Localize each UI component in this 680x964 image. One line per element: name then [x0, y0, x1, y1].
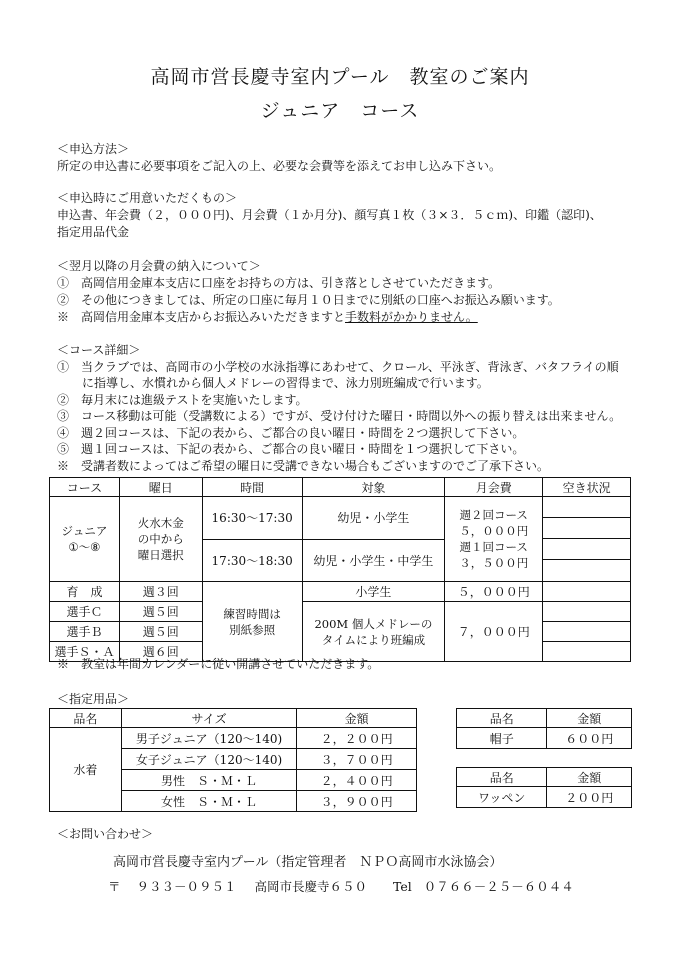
- junior-target-1: 幼児・小学生: [302, 497, 445, 540]
- tel-number: ０７６６－２５－６０４４: [423, 879, 574, 894]
- apply-heading: ＜申込方法＞: [57, 142, 130, 156]
- schedule-header-time: 時間: [202, 478, 302, 497]
- swimsuit-size: 女子ジュニア（120～140): [121, 749, 297, 770]
- page-title: 高岡市営長慶寺室内プール 教室のご案内: [150, 66, 530, 88]
- apply-text: 所定の申込書に必要事項をご記入の上、必要な会費等を添えてお申し込み下さい。: [57, 159, 502, 173]
- availability-cell: [543, 622, 631, 642]
- swimsuit-category: 水着: [50, 728, 122, 812]
- junior-course-cell: ジュニア ①～⑧: [50, 497, 120, 582]
- payment-note-underlined: 手数料がかかりません。: [345, 310, 478, 324]
- apply-section: [57, 141, 501, 175]
- senshu-c-days: 週５回: [119, 602, 202, 622]
- course-note: ※ 受講者数によってはご希望の曜日に受講できない場合もございますのでご了承下さい。: [57, 458, 550, 473]
- swimsuit-price: ２，２００円: [297, 728, 417, 749]
- course-section: [57, 342, 621, 474]
- contact-name: 高岡市営長慶寺室内プール（指定管理者 ＮＰＯ高岡市水泳協会）: [113, 855, 503, 870]
- payment-section: [57, 258, 560, 326]
- address: 高岡市長慶寺６５０: [254, 879, 368, 894]
- availability-cell: [543, 497, 631, 582]
- ikusei-fee: ５，０００円: [445, 582, 543, 602]
- senshu-target: 200M 個人メドレーの タイムにより班編成: [302, 602, 445, 662]
- swimsuit-price: ２，４００円: [297, 770, 417, 791]
- cap-header-name: 品名: [457, 709, 547, 728]
- goods-header-size: サイズ: [121, 709, 297, 728]
- junior-time-1: 16:30～17:30: [202, 497, 302, 540]
- swimsuit-size: 男子ジュニア（120～140): [121, 728, 297, 749]
- swimsuit-table: [49, 708, 417, 812]
- course-heading: ＜コース詳細＞: [57, 343, 141, 357]
- senshu-c-course: 選手Ｃ: [50, 602, 120, 622]
- availability-cell: [543, 602, 631, 622]
- postal-mark: 〒: [108, 879, 121, 894]
- prepare-section: [57, 190, 602, 241]
- patch-name: ワッペン: [457, 787, 547, 808]
- patch-table: [456, 767, 632, 808]
- prepare-line-2: 指定用品代金: [57, 225, 130, 239]
- schedule-header-days: 曜日: [119, 478, 202, 497]
- practice-time-cell: 練習時間は 別紙参照: [202, 582, 302, 662]
- goods-header-name: 品名: [50, 709, 122, 728]
- junior-days-cell: 火水木金 の中から 曜日選択: [119, 497, 202, 582]
- cap-header-price: 金額: [547, 709, 632, 728]
- senshu-sa-days: 週６回: [119, 642, 202, 662]
- course-item-3: ③ コース移動は可能（受講数による）ですが、受け付けた曜日・時間以外への振り替えは出来ません。: [57, 409, 622, 423]
- availability-cell: [543, 582, 631, 602]
- contact-address-line: [108, 877, 574, 895]
- payment-item-2: ② その他につきましては、所定の口座に毎月１０日までに別紙の口座へお振込み願います。: [57, 293, 560, 307]
- schedule-footnote: ※ 教室は年間カレンダーに従い開講させていただきます。: [57, 657, 380, 671]
- patch-price: ２００円: [547, 787, 632, 808]
- schedule-header-fee: 月会費: [445, 478, 543, 497]
- postal-code: ９３３－０９５１: [136, 879, 237, 894]
- course-item-4: ④ 週２回コースは、下記の表から、ご都合の良い曜日・時間を２つ選択して下さい。: [57, 425, 525, 440]
- course-item-1-cont: に指導し、水慣れから個人メドレーの習得まで、泳力別班編成で行います。: [82, 376, 489, 390]
- availability-cell: [543, 642, 631, 662]
- schedule-header-availability: 空き状況: [543, 478, 631, 497]
- goods-header-price: 金額: [297, 709, 417, 728]
- swimsuit-price: ３，９００円: [297, 791, 417, 812]
- cap-table: [456, 708, 632, 749]
- prepare-heading: ＜申込時にご用意いただくもの＞: [57, 191, 238, 205]
- ikusei-course: 育 成: [50, 582, 120, 602]
- tel-label: Tel: [393, 879, 412, 894]
- junior-target-2: 幼児・小学生・中学生: [302, 539, 445, 582]
- patch-header-name: 品名: [457, 768, 547, 787]
- payment-item-1: ① 高岡信用金庫本支店に口座をお持ちの方は、引き落としさせていただきます。: [57, 276, 501, 290]
- swimsuit-size: 男性 Ｓ・Ｍ・Ｌ: [121, 770, 297, 791]
- junior-time-2: 17:30～18:30: [202, 539, 302, 582]
- schedule-table: [49, 477, 631, 662]
- swimsuit-size: 女性 Ｓ・Ｍ・Ｌ: [121, 791, 297, 812]
- prepare-line-1: 申込書、年会費（２，０００円)、月会費（１か月分)、顔写真１枚（３×３．５ｃｍ)、印鑑（認印)、: [57, 208, 602, 222]
- patch-header-price: 金額: [547, 768, 632, 787]
- junior-fee-cell: 週２回コース ５，０００円 週１回コース ３，５００円: [445, 497, 543, 582]
- senshu-sa-course: 選手Ｓ・Ａ: [50, 642, 120, 662]
- course-item-2: ② 毎月末には進級テストを実施いたします。: [57, 392, 308, 407]
- senshu-fee: ７，０００円: [445, 602, 543, 662]
- cap-name: 帽子: [457, 728, 547, 749]
- payment-heading: ＜翌月以降の月会費の納入について＞: [57, 259, 261, 273]
- ikusei-target: 小学生: [302, 582, 445, 602]
- senshu-b-days: 週５回: [119, 622, 202, 642]
- ikusei-days: 週３回: [119, 582, 202, 602]
- goods-heading: ＜指定用品＞: [57, 692, 130, 706]
- course-item-1: ① 当クラブでは、高岡市の小学校の水泳指導にあわせて、クロール、平泳ぎ、背泳ぎ、バタフライの順: [57, 359, 619, 374]
- senshu-b-course: 選手Ｂ: [50, 622, 120, 642]
- swimsuit-price: ３，７００円: [297, 749, 417, 770]
- payment-note: [57, 309, 560, 326]
- course-item-5: ⑤ 週１回コースは、下記の表から、ご都合の良い曜日・時間を１つ選択して下さい。: [57, 442, 525, 456]
- payment-note-text: ※ 高岡信用金庫本支店からお振込みいただきますと: [57, 310, 346, 324]
- schedule-header-course: コース: [50, 478, 120, 497]
- schedule-header-target: 対象: [302, 478, 445, 497]
- contact-heading: ＜お問い合わせ＞: [57, 827, 154, 841]
- page-subtitle: ジュニア コース: [260, 100, 420, 122]
- cap-price: ６００円: [547, 728, 632, 749]
